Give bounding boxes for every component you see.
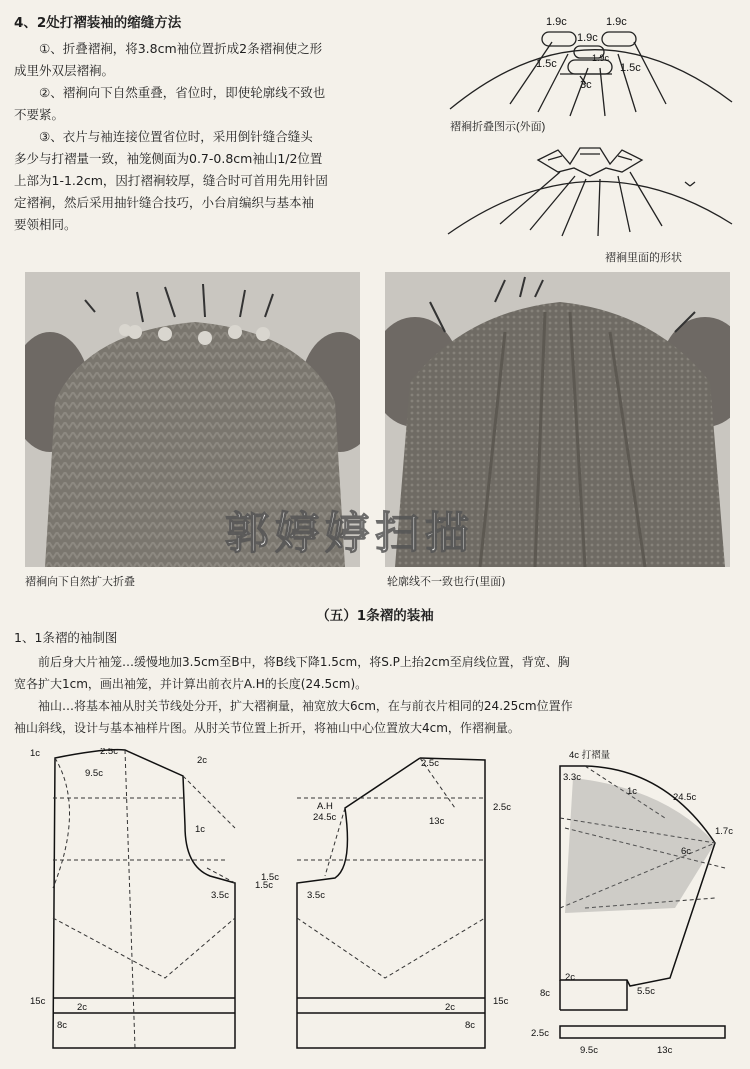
watermark: 郭婷婷扫描 [225,508,475,559]
sub-heading: 1、1条褶的袖制图 [14,630,118,645]
fold-label: 1.5c [536,58,557,70]
dim-label: 13c [657,1045,673,1056]
dim-label: 8c [540,988,551,999]
dim-label: 1.7c [715,826,733,837]
pleat-fold-shape [542,32,576,46]
dim-label: 3.3c [563,772,581,783]
text-line: ①、折叠褶裥，将3.8cm袖位置折成2条褶裥使之形 [39,41,323,56]
dim-label: A.H [317,801,333,812]
fold-label: 1.9c [546,16,567,28]
dim-label: 2.5c [531,1028,549,1039]
dim-label: 15c [493,996,509,1007]
fold-label: 1.9c [577,32,598,44]
dim-label: 9.5c [580,1045,598,1056]
dim-label: 24.5c [313,812,337,823]
dim-label: 1c [30,748,41,759]
dim-label: 3.5c [307,890,325,901]
text-line: 上部为1-1.2cm，因打褶裥较厚，缝合时可首用先用针固 [14,173,328,188]
dim-label: 8c [57,1020,68,1031]
dim-label: 8c [465,1020,476,1031]
pattern-drafts [25,748,745,1066]
text-line: 不要紧。 [14,107,65,122]
text-line: 袖山斜线，设计与基本袖样片图。从肘关节位置上折开，将袖山中心位置放大4cm，作褶裥量。 [14,721,520,735]
dim-label: 24.5c [673,792,697,803]
dim-label: 1.5c [261,872,279,883]
dim-label: 2.5c [100,748,118,757]
photo-caption-left: 褶裥向下自然扩大折叠 [25,575,135,588]
fold-label: 1.5c [620,62,641,74]
dim-label: 2c [565,972,576,983]
photo-caption-right: 轮廓线不一致也行(里面) [387,575,506,588]
text-line: 宽各扩大1cm，画出袖笼，并计算出前衣片A.H的长度(24.5cm)。 [14,677,368,691]
sleeve-instructions [14,651,744,739]
section-title: （五）1条褶的装袖 [316,608,434,624]
dim-label: 2c [77,1002,88,1013]
text-line: 袖山…将基本袖从肘关节线处分开，扩大褶裥量，袖宽放大6cm，在与前衣片相同的24.25cm位置作 [38,699,573,713]
text-line: ②、褶裥向下自然重叠，省位时，即使轮廓线不致也 [39,85,326,100]
pleat-fold-shape [602,32,636,46]
dim-label: 2.5c [493,802,511,813]
fold-label: 1.9c [606,16,627,28]
fold-caption-inner: 褶裥里面的形状 [605,252,682,264]
dim-label: 1.5c [255,880,273,891]
dim-label: 1c [627,786,638,797]
dim-label: 3.5c [211,890,229,901]
instruction-text [14,38,424,236]
text-line: ③、衣片与袖连接位置省位时，采用倒针缝合缝头 [39,129,313,144]
dim-label: 2c [445,1002,456,1013]
text-line: 要领相同。 [14,217,77,232]
dim-label: 2c [197,755,208,766]
dim-label: 9.5c [85,768,103,779]
fold-caption-outer: 褶裥折叠图示(外面) [450,121,546,133]
dim-label: 2.5c [421,758,439,769]
text-line: 成里外双层褶裥。 [14,63,115,78]
text-line: 前后身大片袖笼…缓慢地加3.5cm至B中，将B线下降1.5cm，将S.P上抬2cm至肩线位置，背宽、胸 [38,655,570,669]
section-heading: 4、2处打褶装袖的缩缝方法 [14,15,182,31]
dim-label: 4c 打褶量 [569,750,611,761]
sleeve-cuff [560,1026,725,1038]
dim-label: 1c [195,824,206,835]
fold-label: 1.9c [592,53,610,63]
fold-label: 3c [580,79,592,91]
text-line: 定褶裥，然后采用抽针缝合技巧，小台肩编织与基本袖 [14,195,315,210]
dim-label: 6c [681,846,692,857]
dim-label: 5.5c [637,986,655,997]
fold-inner-curve [448,181,732,234]
dim-label: 15c [30,996,46,1007]
text-line: 多少与打褶量一致，袖笼侧面为0.7-0.8cm袖山1/2位置 [14,151,323,166]
dim-label: 13c [429,816,445,827]
fold-diagram [440,4,745,269]
